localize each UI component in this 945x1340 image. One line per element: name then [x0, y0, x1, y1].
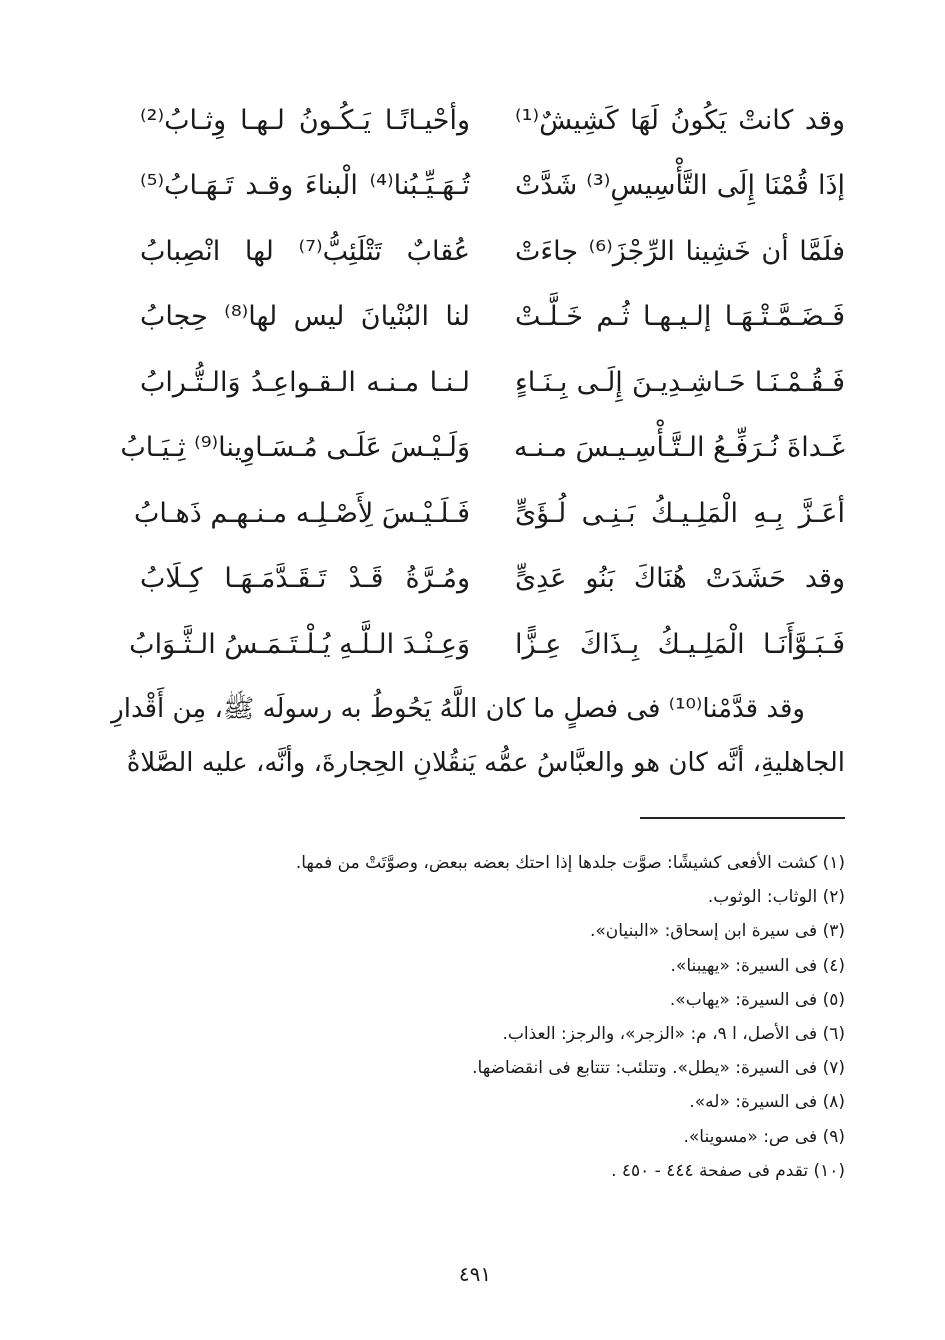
second-hemistich: عُقابٌ تَتْلَئِبُّ⁽⁷⁾ لها انْصِبابُ	[140, 235, 471, 267]
verse-5	[140, 350, 845, 416]
first-hemistich: فَـضَـمَّـتْـهَـا إلـيـهـا ثُـم خَـلَّـتْ	[515, 301, 845, 333]
verse-7	[133, 481, 845, 547]
footnote: (١٠) تقدم فى صفحة ٤٤٤ - ٤٥٠ .	[611, 1160, 845, 1181]
footnote: (١) كشت الأفعى كشيشًا: صوَّت جلدها إذا احتك بعضه ببعض، وصوَّتَتْ من فمها.	[295, 853, 845, 873]
second-hemistich: تُـهَـيِّـبُنا⁽⁴⁾ الْبناءَ وقـد تَـهَـابُ⁽⁵⁾	[140, 170, 470, 202]
prose-paragraph	[111, 682, 845, 790]
first-hemistich: فَـقُـمْـنَـا حَـاشِـدِيـنَ إِلَـى بِـنَـاءٍ	[515, 366, 845, 398]
first-hemistich: وقد حَشَدَتْ هُنَاكَ بَنُو عَدِىٍّ	[515, 563, 845, 595]
first-hemistich: إذَا قُمْنَا إِلَى التَّأْسِيسِ⁽³⁾ شَدَّتْ	[515, 170, 845, 202]
footnote: (٩) فى ص: «مسوينا».	[683, 1126, 845, 1147]
footnote: (٢) الوثاب: الوثوب.	[707, 887, 845, 908]
footnote: (٧) فى السيرة: «يطل». وتتلئب: تتتابع فى انقضاضها.	[472, 1058, 845, 1079]
first-hemistich: وقد كانتْ يَكُونُ لَهَا كَشِيشٌ⁽¹⁾	[515, 104, 845, 136]
second-hemistich: لـنـا مـنـه الـقـواعِـدُ وَالـتُّـرابُ	[140, 366, 470, 398]
second-hemistich: وَلَـيْـسَ عَلَـى مُـسَـاوِينا⁽⁹⁾ ثِـيَـابُ	[120, 432, 470, 464]
verse-9	[129, 612, 845, 678]
footnote: (٨) فى السيرة: «له».	[689, 1092, 845, 1113]
first-hemistich: أعَـزَّ بِـهِ الْمَلِـيـكُ بَـنِـى لُـؤَىٍّ	[515, 497, 845, 529]
first-hemistich: فَـبَـوَّأَنَـا الْمَلِـيـكُ بِـذَاكَ عِـزًّا	[515, 628, 845, 660]
page-number: ٤٩١	[458, 1262, 492, 1286]
second-hemistich: لنا البُنْيانَ ليس لها⁽⁸⁾ حِجابُ	[140, 301, 471, 333]
verse-1	[140, 88, 845, 154]
verse-8	[140, 547, 845, 613]
footnotes	[140, 846, 845, 1188]
second-hemistich: فَـلَـيْـسَ لِأَصْـلِـه مـنـهـم ذَهـابُ	[133, 497, 470, 529]
footnote: (٤) فى السيرة: «يهيبنا».	[670, 955, 845, 976]
verse-4	[140, 285, 845, 351]
first-hemistich: فلَمَّا أن خَشِينا الرِّجْزَ⁽⁶⁾ جاءَتْ	[515, 235, 845, 267]
second-hemistich: ومُـرَّةُ قَـدْ تَـقَـدَّمَـهَـا كِـلَابُ	[140, 563, 470, 595]
second-hemistich: وَعِـنْـدَ الـلَّـهِ يُـلْـتَـمَـسُ الـثَّـوَابُ	[129, 628, 470, 660]
footnote: (٦) فى الأصل، ا ٩، م: «الزجر»، والرجز: العذاب.	[502, 1023, 845, 1044]
prose-line: الجاهليةِ، أنَّه كان هو والعبَّاسُ عمُّه يَنقُلانِ الحِجارةَ، وأنَّه، عليه الصَّلاةُ	[126, 748, 845, 778]
verse-3	[140, 219, 845, 285]
verse-2	[140, 154, 845, 220]
prose-line: وقد قدَّمْنا⁽¹⁰⁾ فى فصلٍ ما كان اللَّهُ يَحُوطُ به رسولَه ﷺ، مِن أَقْدارِ	[111, 694, 805, 724]
poem	[120, 88, 845, 678]
footnote: (٣) فى سيرة ابن إسحاق: «البنيان».	[590, 921, 845, 942]
second-hemistich: وأحْيـانًـا يَـكُـونُ لـهـا وِثـابُ⁽²⁾	[140, 104, 470, 136]
footnote: (٥) فى السيرة: «يهاب».	[669, 989, 845, 1010]
verse-6	[120, 416, 845, 482]
footnote-separator	[640, 817, 845, 819]
first-hemistich: غَـداةَ نُـرَفِّـعُ الـتَّـأْسِـيـسَ مـنـه	[514, 432, 845, 464]
